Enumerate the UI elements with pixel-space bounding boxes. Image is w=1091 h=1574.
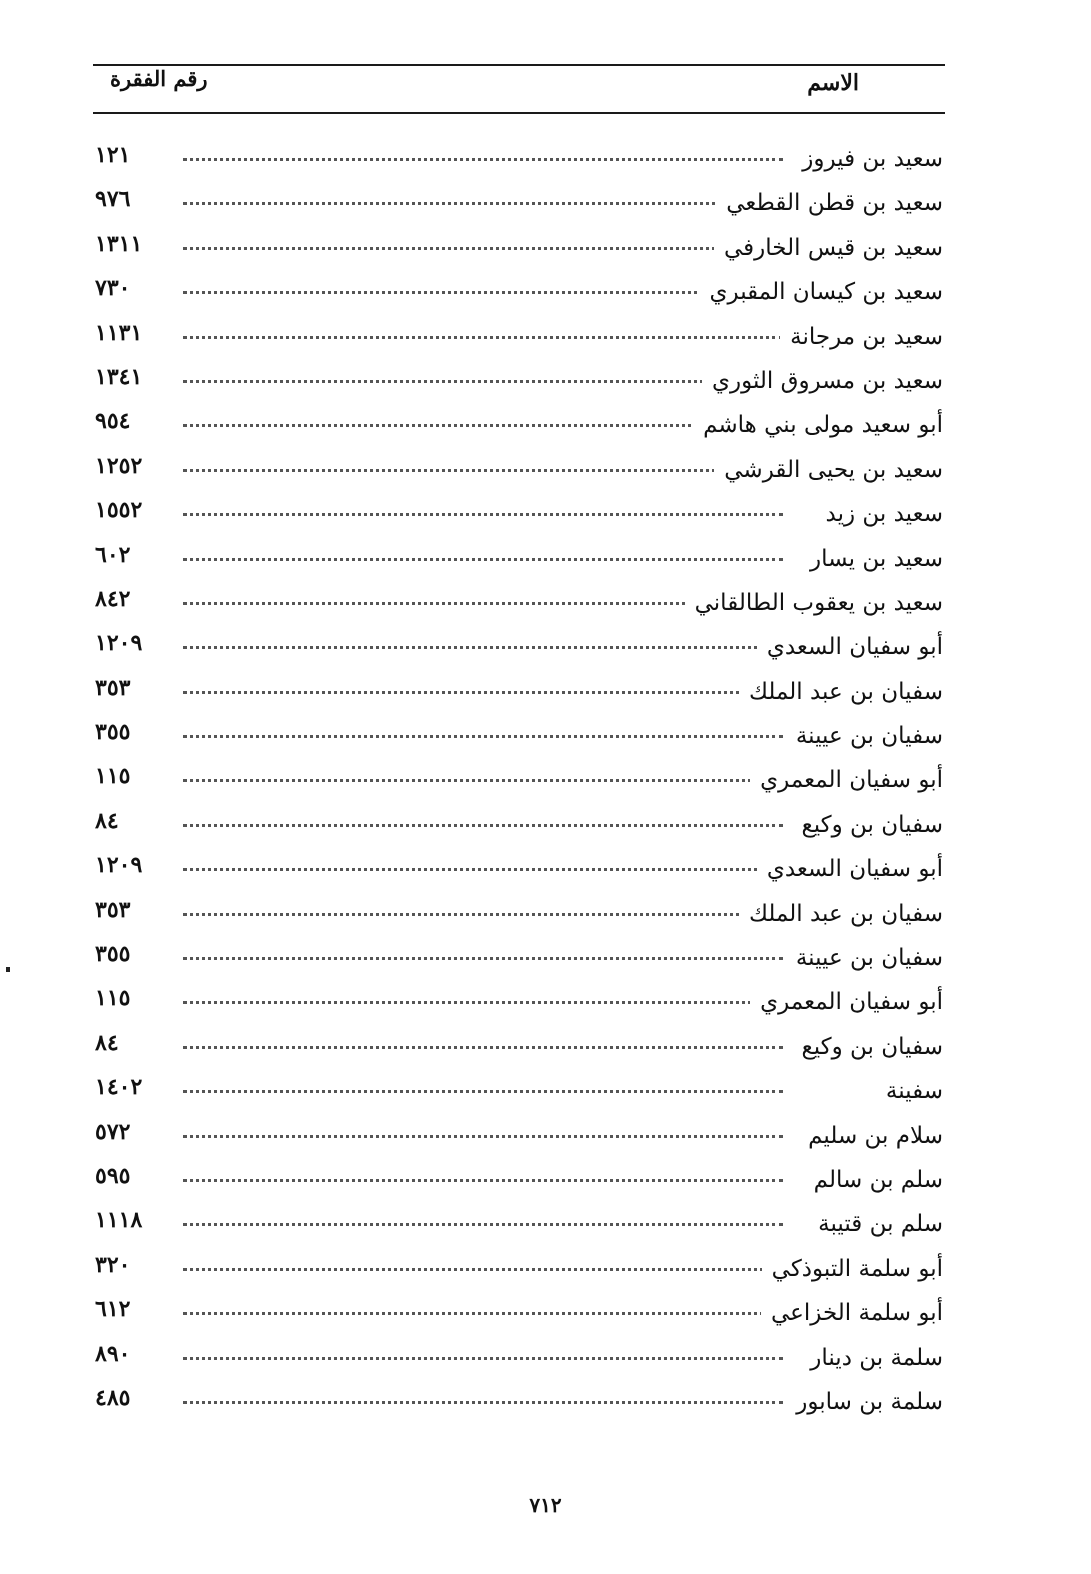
leader-dots	[183, 1357, 783, 1360]
leader-dots	[183, 158, 783, 161]
entry-name: أبو سفيان المعمري	[750, 767, 943, 793]
leader-dots	[183, 1090, 783, 1093]
index-entry	[95, 1294, 943, 1338]
entry-paragraph-number: ٦٠٢	[95, 541, 131, 568]
entry-name: سفيان بن عيينة	[786, 945, 943, 971]
index-entry	[95, 362, 943, 406]
index-entry	[95, 229, 943, 273]
leader-dots	[183, 1135, 783, 1138]
index-entry	[95, 1205, 943, 1249]
entry-paragraph-number: ٣٢٠	[95, 1251, 131, 1278]
index-entry	[95, 451, 943, 495]
entry-paragraph-number: ٣٥٣	[95, 896, 131, 923]
index-entry	[95, 318, 943, 362]
index-entry	[95, 1250, 943, 1294]
entry-name: سعيد بن كيسان المقبري	[700, 279, 944, 305]
entry-paragraph-number: ١٥٥٢	[95, 497, 143, 524]
index-entry	[95, 850, 943, 894]
entry-paragraph-number: ٨٤	[95, 807, 119, 834]
entry-name: سعيد بن مسروق الثوري	[702, 368, 943, 394]
entry-name: أبو سفيان المعمري	[750, 989, 943, 1015]
leader-dots	[183, 1046, 783, 1049]
entry-paragraph-number: ١٢١	[95, 142, 131, 168]
entry-paragraph-number: ٧٣٠	[95, 275, 131, 302]
index-entry	[95, 273, 943, 317]
leader-dots	[183, 336, 783, 339]
index-entry-list	[95, 140, 943, 1427]
leader-dots	[183, 380, 783, 383]
entry-name: سفينة	[876, 1078, 943, 1104]
entry-paragraph-number: ٩٥٤	[95, 408, 131, 435]
index-entry	[95, 673, 943, 717]
index-entry	[95, 983, 943, 1027]
column-header-name: الاسم	[807, 70, 859, 96]
entry-paragraph-number: ٤٨٥	[95, 1384, 131, 1411]
entry-paragraph-number: ١٢٠٩	[95, 852, 143, 879]
index-entry	[95, 540, 943, 584]
entry-name: أبو سلمة الخزاعي	[761, 1300, 943, 1326]
leader-dots	[183, 735, 783, 738]
entry-name: سعيد بن يحيى القرشي	[714, 457, 943, 483]
entry-paragraph-number: ١٤٠٢	[95, 1074, 143, 1101]
margin-speck	[6, 967, 10, 972]
index-entry	[95, 717, 943, 761]
entry-name: أبو سفيان السعدي	[757, 634, 943, 660]
leader-dots	[183, 1223, 783, 1226]
index-entry	[95, 806, 943, 850]
entry-paragraph-number: ٨٩٠	[95, 1340, 131, 1367]
leader-dots	[183, 957, 783, 960]
entry-paragraph-number: ٣٥٣	[95, 674, 131, 701]
page-number: ٧١٢	[529, 1493, 562, 1517]
entry-name: سلام بن سليم	[798, 1123, 943, 1149]
entry-paragraph-number: ١١٥	[95, 985, 131, 1012]
leader-dots	[183, 1001, 783, 1004]
column-header-paragraph-number: رقم الفقرة	[110, 66, 208, 91]
entry-paragraph-number: ٨٤	[95, 1029, 119, 1056]
index-entry	[95, 1028, 943, 1072]
index-entry	[95, 1383, 943, 1427]
entry-name: أبو سعيد مولى بني هاشم	[693, 412, 943, 438]
entry-paragraph-number: ١٢٠٩	[95, 630, 143, 657]
entry-name: سفيان بن وكيع	[791, 1034, 943, 1060]
entry-paragraph-number: ٣٥٥	[95, 941, 131, 968]
header-bottom-rule	[93, 112, 945, 114]
entry-name: سعيد بن يعقوب الطالقاني	[685, 590, 943, 616]
entry-name: سلمة بن دينار	[800, 1345, 943, 1371]
index-entry	[95, 140, 943, 184]
leader-dots	[183, 558, 783, 561]
entry-name: أبو سفيان السعدي	[757, 856, 943, 882]
index-entry	[95, 1117, 943, 1161]
entry-paragraph-number: ٨٤٢	[95, 585, 131, 612]
index-entry	[95, 939, 943, 983]
leader-dots	[183, 291, 783, 294]
index-entry	[95, 1339, 943, 1383]
entry-name: سعيد بن قيس الخارفي	[714, 235, 943, 261]
leader-dots	[183, 1401, 783, 1404]
index-entry	[95, 184, 943, 228]
entry-name: سلم بن سالم	[804, 1167, 943, 1193]
entry-name: سفيان بن عيينة	[786, 723, 943, 749]
leader-dots	[183, 469, 783, 472]
entry-paragraph-number: ٩٧٦	[95, 186, 131, 213]
entry-paragraph-number: ٥٩٥	[95, 1162, 131, 1189]
entry-name: سفيان بن عبد الملك	[739, 901, 943, 927]
index-entry	[95, 584, 943, 628]
leader-dots	[183, 913, 783, 916]
entry-name: سفيان بن وكيع	[791, 812, 943, 838]
leader-dots	[183, 824, 783, 827]
entry-paragraph-number: ٣٥٥	[95, 719, 131, 746]
leader-dots	[183, 868, 783, 871]
entry-name: سعيد بن قطن القطعي	[716, 190, 943, 216]
leader-dots	[183, 1268, 783, 1271]
leader-dots	[183, 202, 783, 205]
entry-name: سلمة بن سابور	[786, 1389, 943, 1415]
entry-paragraph-number: ١١١٨	[95, 1207, 143, 1234]
entry-paragraph-number: ١٢٥٢	[95, 452, 143, 479]
entry-paragraph-number: ٦١٢	[95, 1296, 131, 1323]
leader-dots	[183, 1312, 783, 1315]
entry-paragraph-number: ١٣٤١	[95, 363, 143, 390]
leader-dots	[183, 513, 783, 516]
index-entry	[95, 1072, 943, 1116]
entry-paragraph-number: ١١٥	[95, 763, 131, 790]
index-entry	[95, 895, 943, 939]
leader-dots	[183, 1179, 783, 1182]
entry-paragraph-number: ١١٣١	[95, 319, 143, 346]
index-entry	[95, 628, 943, 672]
entry-name: أبو سلمة التبوذكي	[762, 1256, 943, 1282]
index-entry	[95, 761, 943, 805]
entry-name: سعيد بن يسار	[800, 546, 943, 572]
leader-dots	[183, 646, 783, 649]
entry-name: سلم بن قتيبة	[808, 1211, 943, 1237]
leader-dots	[183, 779, 783, 782]
entry-paragraph-number: ١٣١١	[95, 230, 143, 257]
index-entry	[95, 495, 943, 539]
entry-name: سعيد بن مرجانة	[780, 324, 943, 350]
index-entry	[95, 406, 943, 450]
index-entry	[95, 1161, 943, 1205]
entry-name: سعيد بن فيروز	[792, 146, 943, 172]
entry-name: سعيد بن زيد	[816, 501, 944, 527]
entry-name: سفيان بن عبد الملك	[739, 679, 943, 705]
leader-dots	[183, 247, 783, 250]
leader-dots	[183, 691, 783, 694]
entry-paragraph-number: ٥٧٢	[95, 1118, 131, 1145]
